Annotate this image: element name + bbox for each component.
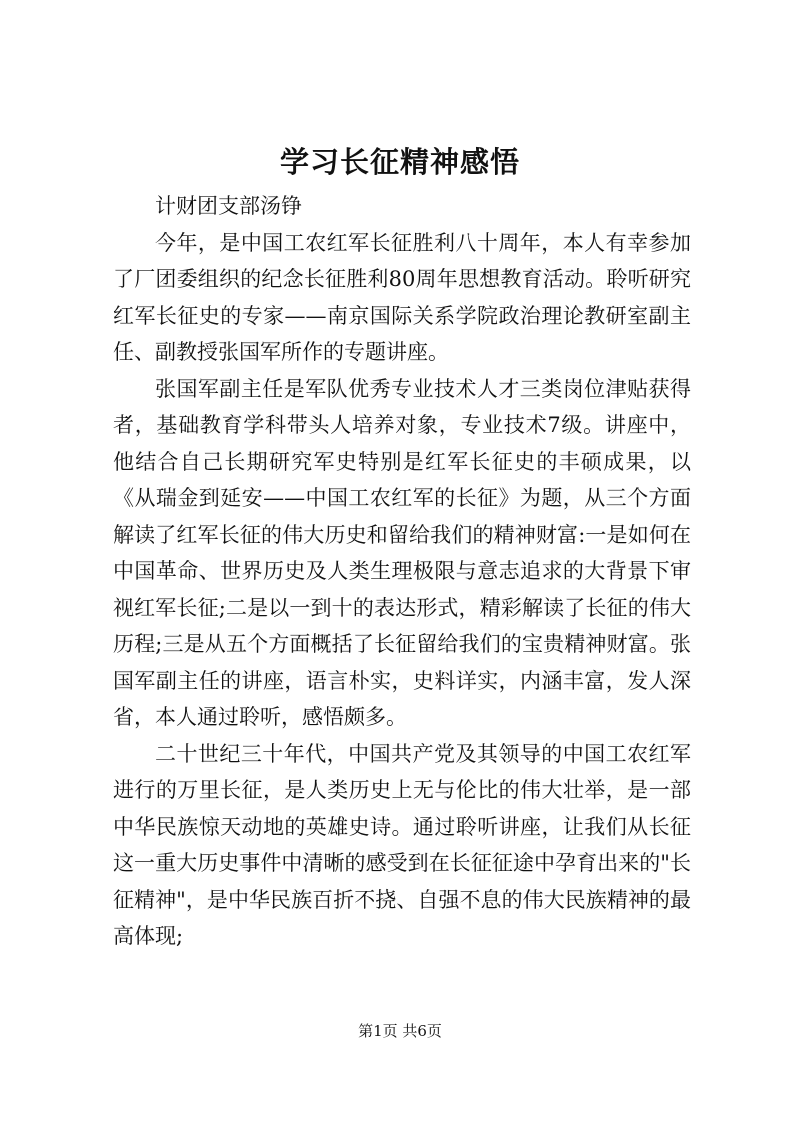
paragraph-2: 张国军副主任是军队优秀专业技术人才三类岗位津贴获得者，基础教育学科带头人培养对象，专业技术7级。讲座中，他结合自己长期研究军史特别是红军长征史的丰硕成果，以《从瑞金到延安——中国工农红军的长征》为题，从三个方面解读了红军长征的伟大历史和留给我们的精神财富:一是如何在中国革命、世界历史及人类生理极限与意志追求的大背景下审视红军长征;二是以一到十的表达形式，精彩解读了长征的伟大历程;三是从五个方面概括了长征留给我们的宝贵精神财富。张国军副主任的讲座，语言朴实，史料详实，内涵丰富，发人深省，本人通过聆听，感悟颇多。 (113, 376, 691, 729)
document-body (113, 188, 691, 955)
document-title: 学习长征精神感悟 (279, 145, 520, 179)
paragraph-3: 二十世纪三十年代，中国共产党及其领导的中国工农红军进行的万里长征，是人类历史上无与伦比的伟大壮举，是一部中华民族惊天动地的英雄史诗。通过聆听讲座，让我们从长征这一重大历史事件中清晰的感受到在长征征途中孕育出来的"长征精神"，是中华民族百折不挠、自强不息的伟大民族精神的最高体现; (113, 741, 691, 948)
author-line: 计财团支部汤铮 (155, 194, 302, 218)
paragraph-1: 今年，是中国工农红军长征胜利八十周年，本人有幸参加了厂团委组织的纪念长征胜利80周年思想教育活动。聆听研究红军长征史的专家——南京国际关系学院政治理论教研室副主任、副教授张国军所作的专题讲座。 (113, 230, 691, 364)
page-number: 第1页 共6页 (358, 1022, 442, 1040)
